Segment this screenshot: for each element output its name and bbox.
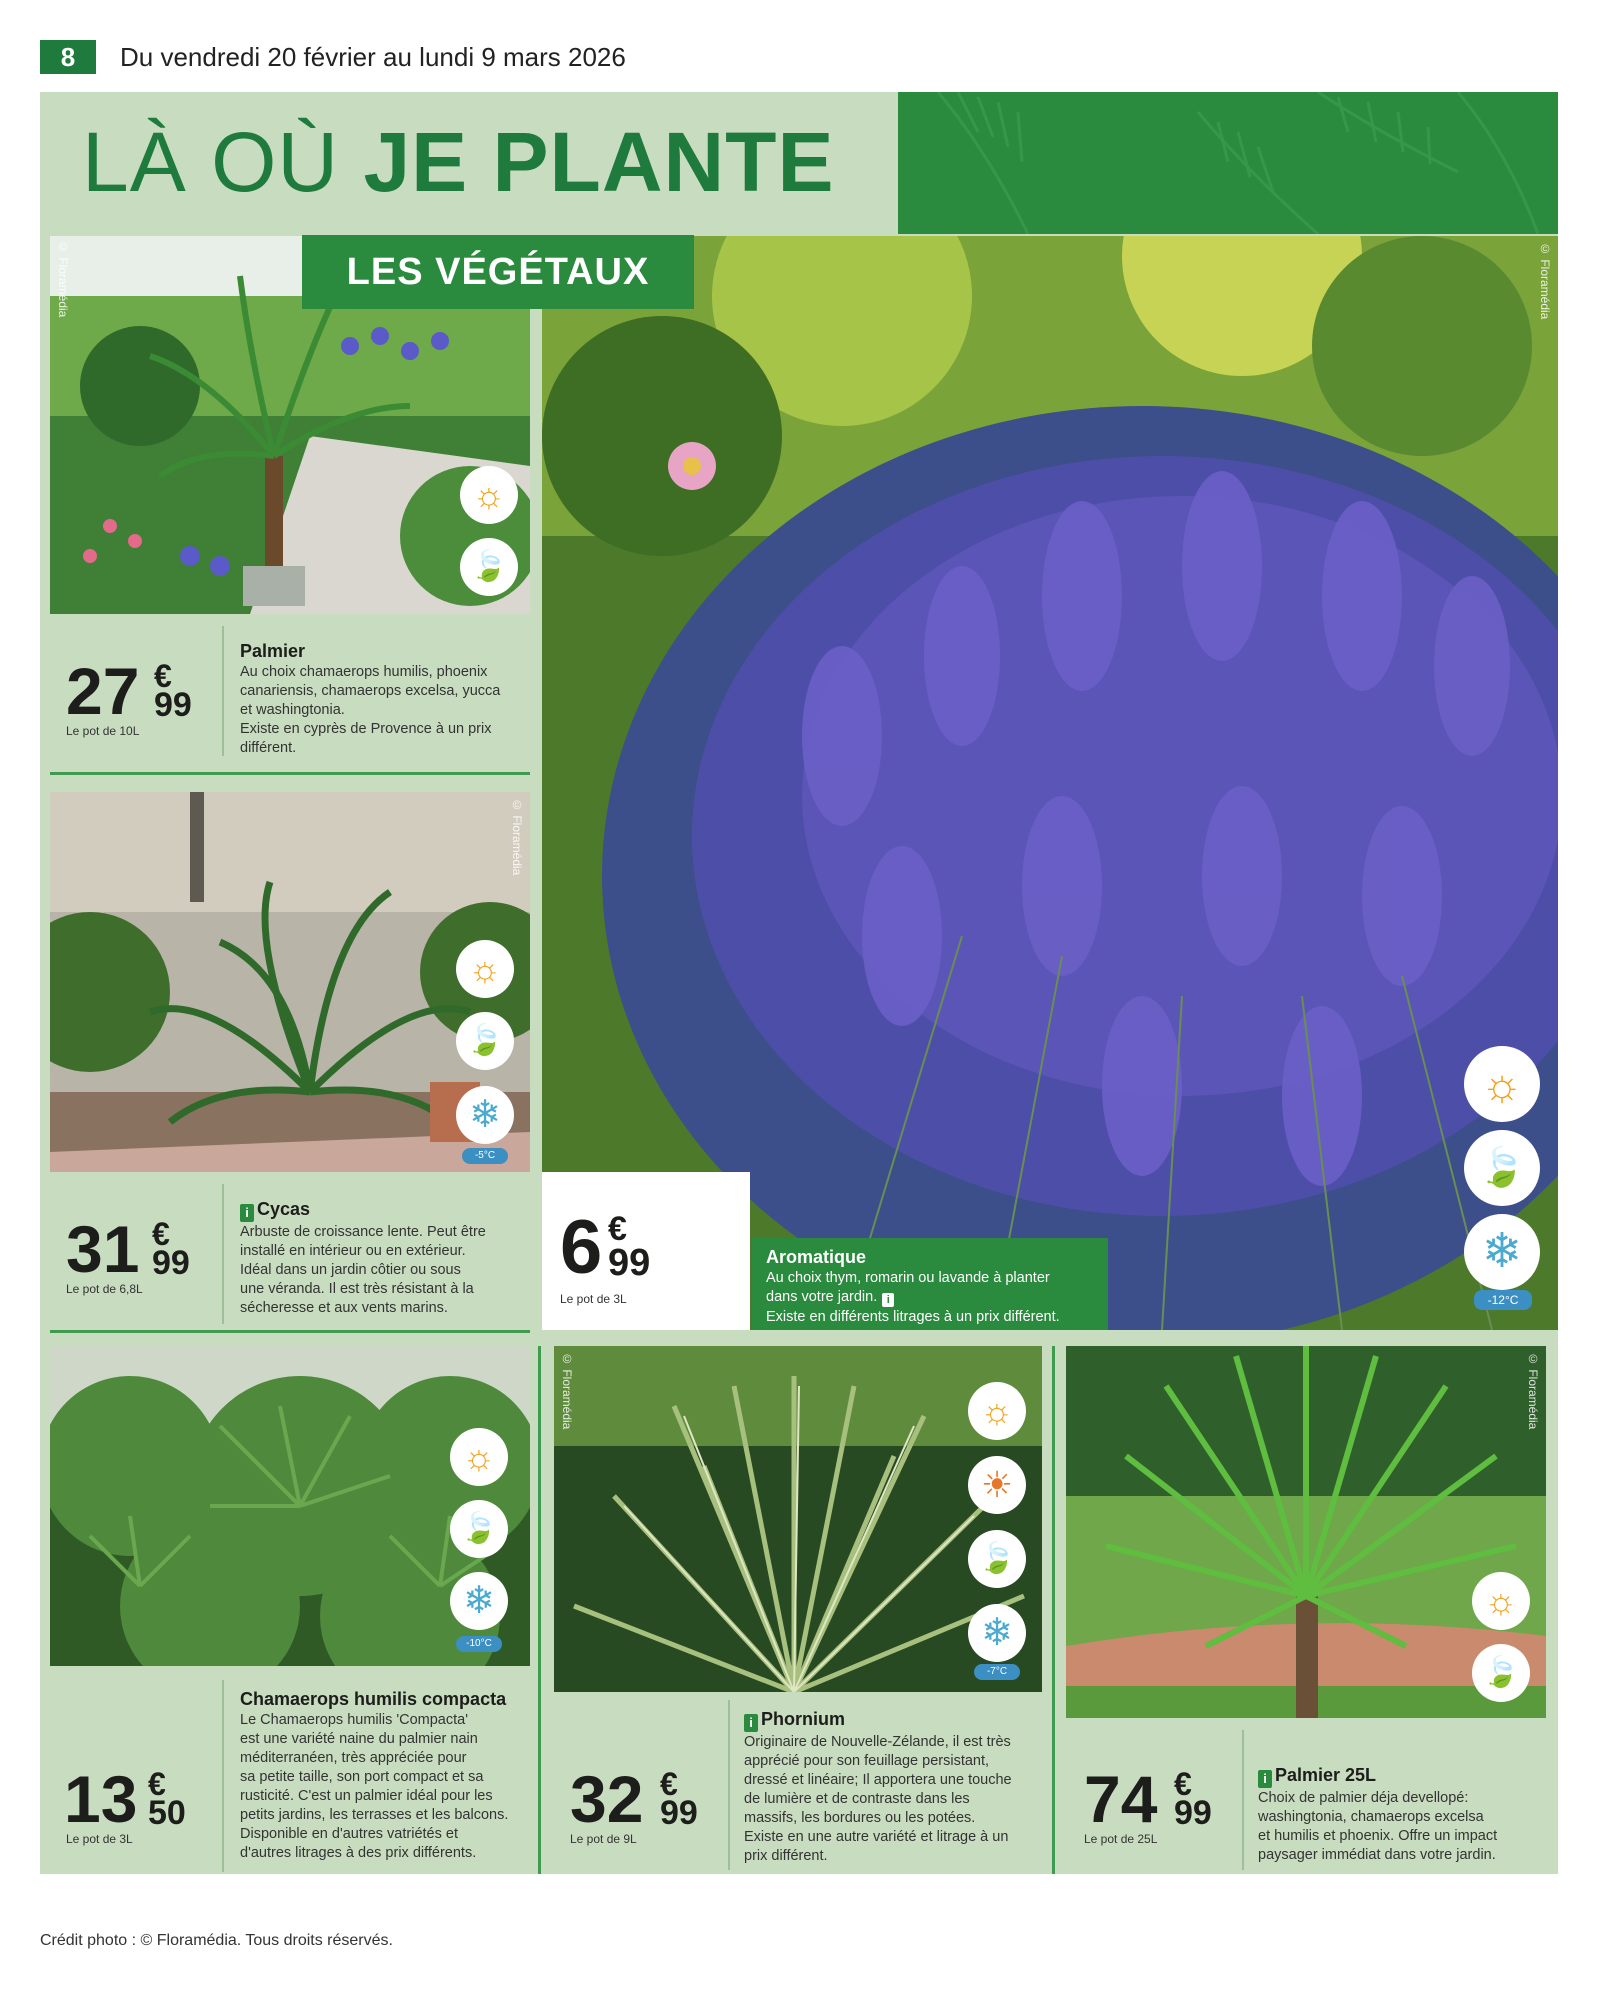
leaf-icon: 🍃 [460, 538, 518, 596]
price-cents: 99 [608, 1242, 651, 1284]
price [1084, 1762, 1244, 1836]
product-chamaerops [240, 1688, 540, 1863]
sun-icon: ☼ [1464, 1046, 1540, 1122]
desc-line: Disponible en d'autres vatriétés et [240, 1826, 458, 1842]
divider [1052, 1346, 1055, 1874]
product-name-row [1258, 1764, 1548, 1788]
price-cents: 99 [152, 1244, 190, 1282]
date-range: Du vendredi 20 février au lundi 9 mars 2026 [120, 42, 626, 72]
desc-line: sa petite taille, son port compact et sa [240, 1769, 484, 1785]
leaf-icon: 🍃 [450, 1500, 508, 1558]
price-currency: € [148, 1766, 166, 1802]
snowflake-icon: ❄ [450, 1572, 508, 1630]
title-light: LÀ OÙ [82, 115, 340, 209]
snowflake-icon: ❄ [968, 1604, 1026, 1662]
unit-label: Le pot de 25L [1084, 1832, 1158, 1846]
divider [728, 1700, 730, 1870]
photo-aromatique [542, 236, 1558, 1330]
product-name: Phornium [761, 1709, 845, 1729]
unit-label: Le pot de 10L [66, 724, 140, 738]
divider [222, 1680, 224, 1872]
product-name: Palmier [240, 641, 306, 661]
desc-line: sécheresse et aux vents marins. [240, 1300, 448, 1316]
product-name-row [744, 1708, 1044, 1732]
snowflake-icon: ❄ [1464, 1214, 1540, 1290]
price-integer: 74 [1084, 1762, 1158, 1836]
desc-line: paysager immédiat dans votre jardin. [1258, 1847, 1496, 1863]
product-palmier [240, 640, 530, 758]
temperature-badge: -10°C [456, 1636, 502, 1652]
palm-frond-decor [898, 92, 1558, 234]
product-name: Chamaerops humilis compacta [240, 1689, 507, 1709]
desc-line: Au choix thym, romarin ou lavande à planter [766, 1270, 1050, 1286]
title-bold: JE PLANTE [363, 115, 835, 209]
price-cents: 99 [660, 1794, 698, 1832]
desc-line: Existe en cyprès de Provence à un prix [240, 721, 492, 737]
photo-credit: © Floramédia [560, 1352, 574, 1430]
product-aromatique [752, 1238, 1108, 1330]
price [66, 1212, 226, 1286]
price-integer: 27 [66, 654, 140, 728]
price-cents: 99 [154, 686, 192, 724]
desc-line: Choix de palmier déja devellopé: [1258, 1790, 1469, 1806]
photo-credit: © Floramédia [56, 240, 70, 318]
info-icon: i [744, 1714, 758, 1732]
photo-credit: © Floramédia [510, 798, 524, 876]
info-icon: i [881, 1292, 895, 1308]
desc-line: Existe en différents litrages à un prix différent. [766, 1309, 1060, 1325]
divider [222, 626, 224, 756]
desc-line: et washingtonia. [240, 702, 345, 718]
desc-line: différent. [240, 740, 297, 756]
header-decor [898, 92, 1558, 234]
half-shade-icon: ☀ [968, 1456, 1026, 1514]
product-phornium [744, 1708, 1044, 1866]
desc-line: méditerranéen, très appréciée pour [240, 1750, 467, 1766]
snowflake-icon: ❄ [456, 1086, 514, 1144]
sun-icon: ☼ [456, 940, 514, 998]
product-palmier-25l [1258, 1764, 1548, 1865]
unit-label: Le pot de 3L [66, 1832, 133, 1846]
desc-line: Idéal dans un jardin côtier ou sous [240, 1262, 461, 1278]
unit-label: Le pot de 9L [570, 1832, 637, 1846]
desc-line: dans votre jardin. [766, 1289, 878, 1305]
sun-icon: ☼ [968, 1382, 1026, 1440]
info-icon: i [1258, 1770, 1272, 1788]
product-name: Palmier 25L [1275, 1765, 1377, 1785]
sun-icon: ☼ [1472, 1572, 1530, 1630]
price-integer: 32 [570, 1762, 644, 1836]
photo-credit: © Floramédia [1538, 242, 1552, 320]
desc-line: washingtonia, chamaerops excelsa [1258, 1809, 1484, 1825]
desc-line: petits jardins, les terrasses et les balcons. [240, 1807, 509, 1823]
desc-line: Arbuste de croissance lente. Peut être [240, 1224, 486, 1240]
product-cycas [240, 1198, 530, 1318]
unit-label: Le pot de 6,8L [66, 1282, 143, 1296]
desc-line: dressé et linéaire; Il apportera une touche [744, 1772, 1012, 1788]
desc-line: rusticité. C'est un palmier idéal pour les [240, 1788, 493, 1804]
desc-line: une véranda. Il est très résistant à la [240, 1281, 474, 1297]
desc-line: de lumière et de contraste dans les [744, 1791, 970, 1807]
divider [222, 1184, 224, 1324]
product-name: Cycas [257, 1199, 311, 1219]
leaf-icon: 🍃 [1472, 1644, 1530, 1702]
section-tag: LES VÉGÉTAUX [302, 235, 694, 309]
divider [538, 1346, 541, 1874]
product-name-row [240, 1198, 530, 1222]
price-integer: 13 [64, 1762, 138, 1836]
desc-line: Originaire de Nouvelle-Zélande, il est très [744, 1734, 1011, 1750]
price [66, 654, 226, 728]
desc-line: Existe en une autre variété et litrage à un [744, 1829, 1009, 1845]
price-currency: € [660, 1766, 678, 1802]
desc-line: Au choix chamaerops humilis, phoenix [240, 664, 488, 680]
page-number: 8 [40, 40, 96, 74]
page-title [82, 112, 835, 212]
desc-line: Le Chamaerops humilis 'Compacta' [240, 1712, 468, 1728]
desc-line: d'autres litrages à des prix différents. [240, 1845, 477, 1861]
price-currency: € [608, 1210, 627, 1248]
price [64, 1762, 224, 1836]
leaf-icon: 🍃 [968, 1530, 1026, 1588]
price [560, 1205, 690, 1290]
price-currency: € [1174, 1766, 1192, 1802]
price-cents: 99 [1174, 1794, 1212, 1832]
desc-line: massifs, les bordures ou les potées. [744, 1810, 976, 1826]
info-icon: i [240, 1204, 254, 1222]
product-name: Aromatique [766, 1247, 867, 1267]
photo-credit: © Floramédia [1526, 1352, 1540, 1430]
desc-line: canariensis, chamaerops excelsa, yucca [240, 683, 501, 699]
desc-line: est une variété naine du palmier nain [240, 1731, 478, 1747]
desc-line: et humilis et phoenix. Offre un impact [1258, 1828, 1498, 1844]
leaf-icon: 🍃 [456, 1012, 514, 1070]
temperature-badge: -5°C [462, 1148, 508, 1164]
leaf-icon: 🍃 [1464, 1130, 1540, 1206]
price-integer: 6 [560, 1205, 603, 1290]
price-integer: 31 [66, 1212, 140, 1286]
desc-line: apprécié pour son feuillage persistant, [744, 1753, 990, 1769]
sun-icon: ☼ [450, 1428, 508, 1486]
divider [50, 1330, 530, 1333]
temperature-badge: -12°C [1474, 1290, 1532, 1310]
temperature-badge: -7°C [974, 1664, 1020, 1680]
divider [50, 772, 530, 775]
divider [1242, 1730, 1244, 1870]
unit-label: Le pot de 3L [560, 1292, 627, 1306]
sun-icon: ☼ [460, 466, 518, 524]
photo-credit-footer: Crédit photo : © Floramédia. Tous droits réservés. [40, 1932, 393, 1949]
desc-line: prix différent. [744, 1848, 828, 1864]
desc-line: installé en intérieur ou en extérieur. [240, 1243, 466, 1259]
price-currency: € [154, 658, 172, 694]
price-currency: € [152, 1216, 170, 1252]
price [570, 1762, 730, 1836]
price-cents: 50 [148, 1794, 186, 1832]
